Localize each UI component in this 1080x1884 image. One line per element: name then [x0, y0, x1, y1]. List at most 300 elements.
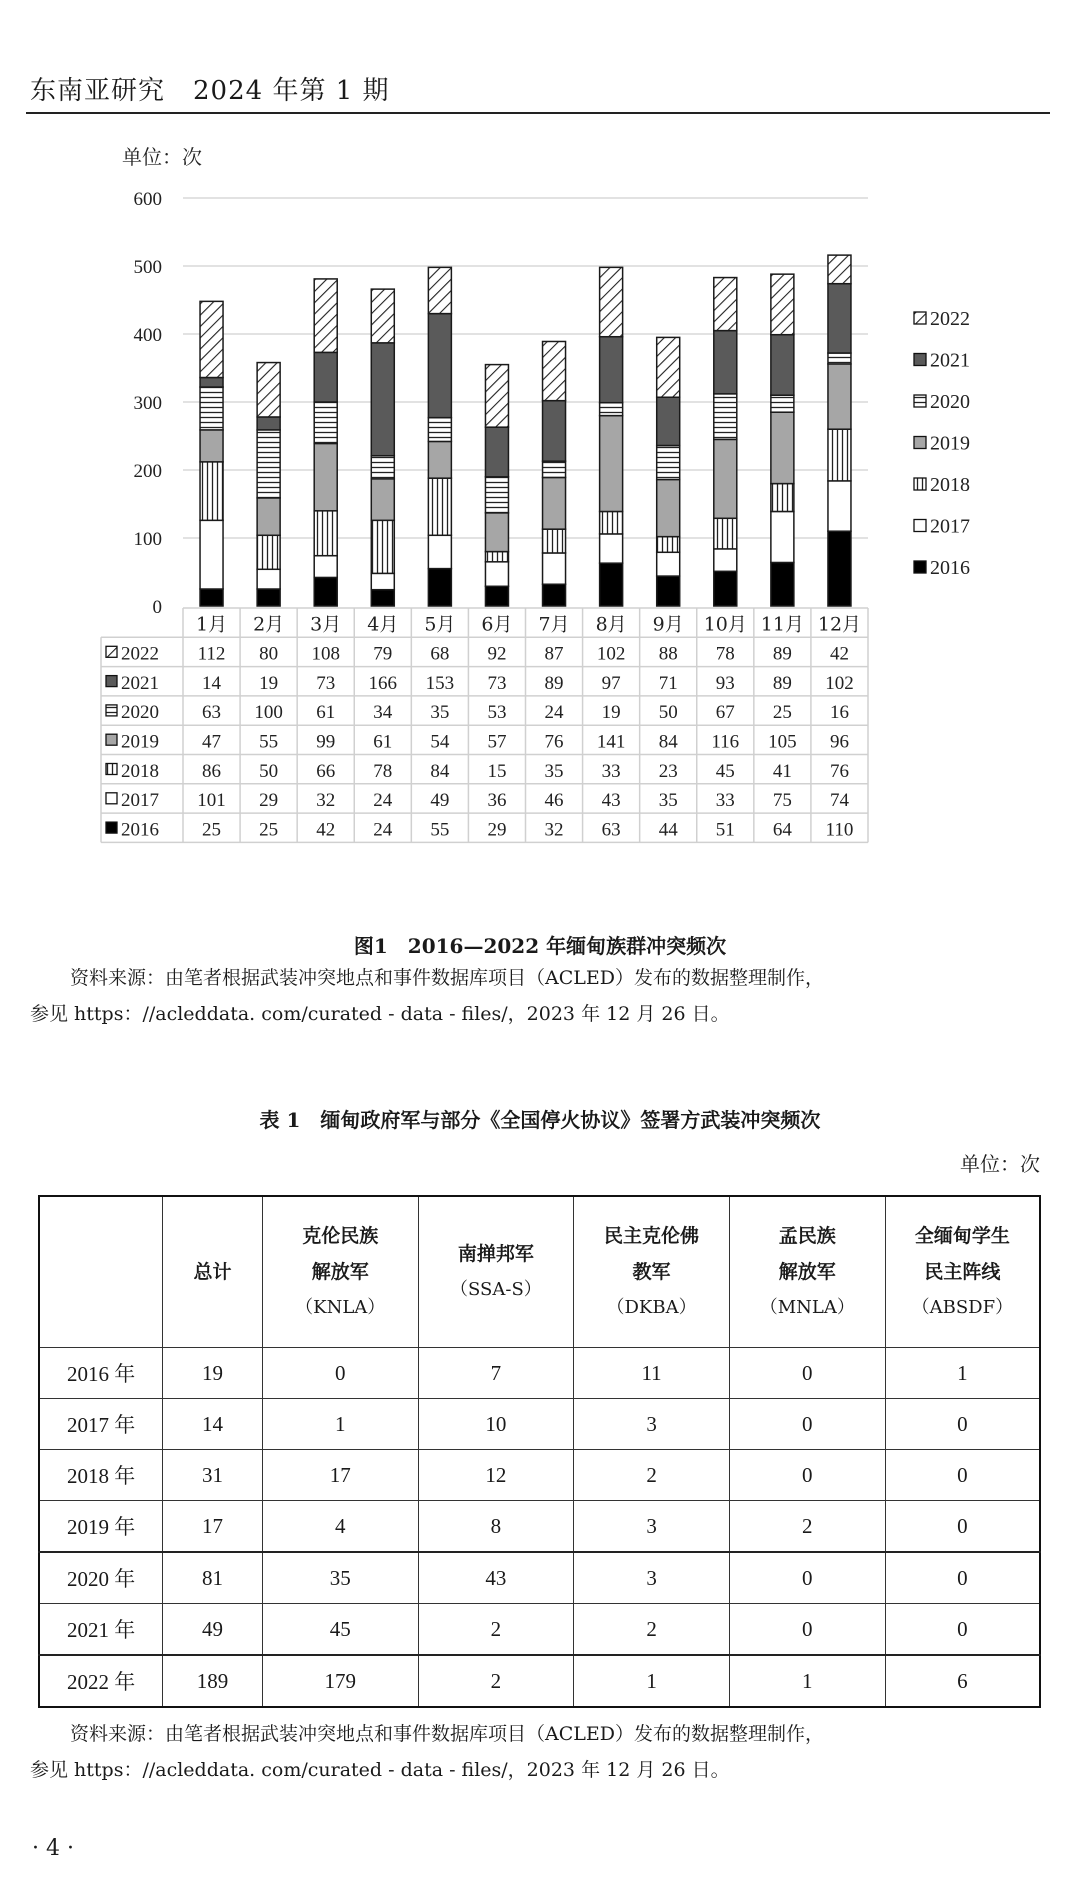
table-cell: 31 — [163, 1450, 263, 1501]
table-value: 78 — [373, 760, 393, 782]
bar-segment-2019 — [314, 443, 337, 510]
table-cell: 0 — [885, 1501, 1040, 1553]
table-value: 61 — [316, 702, 336, 724]
table-value: 23 — [658, 760, 678, 782]
legend-swatch — [106, 646, 117, 657]
table-cell: 0 — [262, 1348, 418, 1399]
legend-label: 2018 — [930, 474, 970, 496]
bar-segment-2020 — [543, 461, 566, 477]
table-row — [39, 1604, 1040, 1656]
page-number: · 4 · — [32, 1836, 74, 1861]
table-value: 24 — [544, 702, 564, 724]
table-value: 33 — [715, 790, 735, 812]
bar-segment-2018 — [828, 429, 851, 481]
legend-swatch — [914, 437, 926, 449]
table-row — [39, 1655, 1040, 1707]
bar-segment-2021 — [428, 314, 451, 418]
table-value: 89 — [544, 672, 564, 694]
x-tick-label: 5月 — [424, 613, 456, 636]
legend-swatch — [914, 312, 926, 324]
table-cell: 17 — [262, 1450, 418, 1501]
bar-segment-2016 — [257, 589, 280, 606]
bar-segment-2020 — [600, 403, 623, 416]
table-cell: 45 — [262, 1604, 418, 1656]
header-line: 孟民族 — [778, 1225, 836, 1247]
table-value: 42 — [316, 819, 336, 841]
bar-segment-2021 — [714, 331, 737, 394]
table-value: 49 — [430, 790, 450, 812]
row-year: 2018 年 — [39, 1450, 163, 1501]
table-value: 105 — [768, 731, 797, 753]
table-value: 66 — [316, 760, 336, 782]
table-value: 34 — [373, 702, 393, 724]
table-caption: 表 1 缅甸政府军与部分《全国停火协议》签署方武装冲突频次 — [259, 1108, 821, 1132]
legend-swatch — [914, 520, 926, 532]
bar-segment-2016 — [600, 563, 623, 606]
table-header-cell — [885, 1196, 1040, 1348]
table-header-cell — [574, 1196, 730, 1348]
header-line: 解放军 — [311, 1261, 369, 1283]
legend-label: 2020 — [930, 391, 970, 413]
figure-source — [30, 960, 1050, 1032]
bar-segment-2016 — [714, 571, 737, 606]
header-abbr: （KNLA） — [295, 1297, 386, 1318]
table-series-label: 2016 — [121, 819, 159, 841]
legend — [914, 308, 970, 579]
y-tick-label: 0 — [152, 597, 162, 618]
table-value: 55 — [259, 731, 279, 753]
bar-segment-2018 — [543, 529, 566, 553]
legend-label: 2016 — [930, 557, 970, 579]
bar-segment-2020 — [257, 430, 280, 498]
bar-segment-2018 — [600, 511, 623, 533]
bar-segment-2018 — [485, 552, 508, 562]
header-line: 总计 — [193, 1261, 232, 1283]
bar-segment-2017 — [828, 481, 851, 531]
table-value: 35 — [658, 790, 678, 812]
bar-segment-2022 — [657, 337, 680, 397]
chart-unit-label: 单位：次 — [122, 145, 202, 169]
table-value: 29 — [259, 790, 279, 812]
row-year: 2016 年 — [39, 1348, 163, 1399]
legend-item-2021 — [914, 350, 970, 372]
table-cell: 179 — [262, 1655, 418, 1707]
table-value: 19 — [259, 672, 279, 694]
table-value: 24 — [373, 819, 393, 841]
bar-segment-2018 — [314, 511, 337, 556]
table-header-cell — [418, 1196, 574, 1348]
bar-segment-2018 — [200, 462, 223, 520]
legend-swatch — [914, 395, 926, 407]
bar-segment-2021 — [371, 343, 394, 456]
header-abbr: （ABSDF） — [911, 1297, 1014, 1318]
x-tick-label: 10月 — [703, 613, 747, 636]
table-value: 102 — [596, 643, 626, 665]
bar-segment-2016 — [828, 531, 851, 606]
table-header-cell — [39, 1196, 163, 1348]
table-source-line-1: 资料来源：由笔者根据武装冲突地点和事件数据库项目（ACLED）发布的数据整理制作， — [70, 1723, 824, 1745]
bar-segment-2017 — [657, 552, 680, 576]
table-value: 25 — [772, 702, 792, 724]
table-value: 63 — [202, 702, 222, 724]
table-value: 87 — [544, 643, 564, 665]
legend-item-2020 — [914, 391, 970, 413]
table-value: 141 — [596, 731, 626, 753]
table-cell: 6 — [885, 1655, 1040, 1707]
table-value: 110 — [825, 819, 854, 841]
conflict-table — [38, 1195, 1041, 1708]
bar-segment-2022 — [714, 278, 737, 331]
table-cell: 0 — [729, 1399, 885, 1450]
legend-swatch — [914, 478, 926, 490]
table-value: 75 — [772, 790, 792, 812]
legend-swatch — [106, 734, 117, 745]
legend-label: 2022 — [930, 308, 970, 330]
x-tick-label: 9月 — [652, 613, 684, 636]
table-value: 166 — [368, 672, 398, 694]
bar-segment-2018 — [257, 535, 280, 569]
bar-segment-2017 — [200, 520, 223, 589]
bar-segment-2019 — [657, 480, 680, 537]
bar-segment-2022 — [485, 365, 508, 428]
table-cell: 1 — [262, 1399, 418, 1450]
row-year: 2021 年 — [39, 1604, 163, 1656]
bar-segment-2021 — [314, 352, 337, 402]
table-cell: 1 — [729, 1655, 885, 1707]
table-cell: 1 — [574, 1655, 730, 1707]
table-cell: 0 — [885, 1399, 1040, 1450]
bar-segment-2017 — [314, 556, 337, 578]
table-cell: 1 — [885, 1348, 1040, 1399]
table-value: 43 — [601, 790, 621, 812]
bar-segment-2020 — [828, 353, 851, 364]
table-value: 50 — [259, 760, 279, 782]
y-tick-label: 600 — [133, 189, 162, 210]
table-cell: 189 — [163, 1655, 263, 1707]
table-value: 44 — [658, 819, 678, 841]
header-line: 解放军 — [778, 1261, 836, 1283]
bar-segment-2017 — [428, 535, 451, 568]
table-cell: 0 — [729, 1552, 885, 1604]
running-head — [30, 70, 390, 107]
bar-segment-2018 — [771, 484, 794, 512]
table-value: 86 — [202, 760, 222, 782]
x-tick-label: 1月 — [195, 613, 228, 636]
table-series-label: 2018 — [121, 760, 159, 782]
table-value: 78 — [715, 643, 735, 665]
table-value: 76 — [829, 760, 849, 782]
legend-swatch — [106, 676, 117, 687]
figure-source-line-2: 参见 https：//acleddata. com/curated - data - files/，2023 年 12 月 26 日。 — [30, 1003, 730, 1025]
y-axis-ticks — [134, 189, 163, 618]
table-value: 84 — [658, 731, 678, 753]
bar-segment-2017 — [771, 511, 794, 562]
header-abbr: （SSA-S） — [450, 1279, 542, 1300]
bar-segment-2022 — [257, 363, 280, 417]
table-value: 88 — [658, 643, 678, 665]
table-value: 96 — [829, 731, 849, 753]
legend-swatch — [106, 705, 117, 716]
bar-segment-2022 — [314, 279, 337, 352]
y-tick-label: 100 — [133, 529, 162, 550]
table-value: 55 — [430, 819, 450, 841]
bar-segment-2021 — [485, 427, 508, 477]
legend-item-2016 — [914, 557, 970, 579]
bar-segment-2019 — [257, 498, 280, 535]
bar-segment-2016 — [428, 569, 451, 606]
bar-segment-2021 — [657, 397, 680, 445]
table-value: 25 — [202, 819, 222, 841]
table-value: 63 — [601, 819, 621, 841]
table-cell: 35 — [262, 1552, 418, 1604]
table-cell: 7 — [418, 1348, 574, 1399]
table-value: 102 — [825, 672, 854, 694]
table-value: 108 — [311, 643, 340, 665]
table-cell: 81 — [163, 1552, 263, 1604]
bar-segment-2022 — [200, 301, 223, 377]
table-value: 73 — [316, 672, 336, 694]
table-cell: 0 — [885, 1604, 1040, 1656]
bar-segment-2022 — [600, 267, 623, 336]
y-tick-label: 200 — [133, 461, 162, 482]
row-year: 2017 年 — [39, 1399, 163, 1450]
table-series-label: 2021 — [121, 672, 159, 694]
bar-segment-2020 — [428, 418, 451, 442]
header-line: 全缅甸学生 — [914, 1225, 1010, 1247]
figure-caption: 图1 2016—2022 年缅甸族群冲突频次 — [353, 934, 727, 958]
bar-segment-2018 — [657, 537, 680, 553]
table-series-label: 2022 — [121, 643, 159, 665]
table-value: 19 — [601, 702, 621, 724]
bar-segment-2022 — [371, 289, 394, 343]
table-source-line-2: 参见 https：//acleddata. com/curated - data - files/，2023 年 12 月 26 日。 — [30, 1759, 730, 1781]
bar-segment-2018 — [428, 478, 451, 535]
bar-segment-2017 — [714, 549, 737, 571]
table-value: 41 — [772, 760, 792, 782]
table-row — [39, 1501, 1040, 1553]
header-rule — [26, 112, 1050, 114]
table-value: 32 — [544, 819, 564, 841]
x-tick-label: 4月 — [367, 613, 399, 636]
table-row — [39, 1552, 1040, 1604]
legend-swatch — [106, 793, 117, 804]
table-value: 100 — [254, 702, 283, 724]
chart-data-table — [101, 608, 868, 842]
legend-item-2017 — [914, 516, 970, 538]
y-tick-label: 500 — [133, 257, 162, 278]
table-cell: 0 — [729, 1450, 885, 1501]
table-cell: 17 — [163, 1501, 263, 1553]
table-value: 80 — [259, 643, 279, 665]
bar-segment-2021 — [600, 337, 623, 403]
bar-segment-2019 — [200, 430, 223, 462]
bar-segment-2020 — [771, 395, 794, 412]
table-value: 50 — [658, 702, 678, 724]
table-series-label: 2020 — [121, 702, 159, 724]
bar-segment-2020 — [485, 477, 508, 513]
table-value: 68 — [430, 643, 450, 665]
bar-segment-2016 — [657, 576, 680, 606]
bars — [200, 255, 851, 606]
legend-item-2022 — [914, 308, 970, 330]
table-header-cell — [262, 1196, 418, 1348]
table-value: 64 — [772, 819, 792, 841]
table-value: 57 — [487, 731, 507, 753]
table-value: 92 — [487, 643, 507, 665]
table-value: 89 — [772, 672, 792, 694]
table-value: 24 — [373, 790, 393, 812]
x-tick-label: 2月 — [253, 613, 285, 636]
table-cell: 3 — [574, 1552, 730, 1604]
table-cell: 8 — [418, 1501, 574, 1553]
bar-segment-2020 — [657, 446, 680, 480]
table-value: 112 — [197, 643, 226, 665]
table-value: 84 — [430, 760, 450, 782]
header-line: 民主克伦佛 — [604, 1225, 700, 1247]
table-cell: 0 — [729, 1604, 885, 1656]
bar-segment-2017 — [257, 569, 280, 589]
header-abbr: （DKBA） — [606, 1297, 697, 1318]
legend-swatch — [914, 561, 926, 573]
row-year: 2020 年 — [39, 1552, 163, 1604]
bar-segment-2019 — [485, 513, 508, 552]
bar-segment-2017 — [543, 553, 566, 584]
header-line: 南掸邦军 — [457, 1243, 534, 1265]
table-value: 16 — [829, 702, 849, 724]
table-cell: 3 — [574, 1501, 730, 1553]
table-value: 54 — [430, 731, 450, 753]
table-cell: 2 — [574, 1450, 730, 1501]
table-cell: 14 — [163, 1399, 263, 1450]
bar-segment-2020 — [314, 402, 337, 443]
legend-label: 2017 — [930, 515, 970, 538]
table-unit: 单位：次 — [960, 1152, 1040, 1176]
table-row — [39, 1348, 1040, 1399]
bar-segment-2021 — [828, 284, 851, 353]
table-cell: 12 — [418, 1450, 574, 1501]
row-year: 2022 年 — [39, 1655, 163, 1707]
bar-segment-2018 — [714, 518, 737, 549]
bar-segment-2016 — [200, 589, 223, 606]
table-value: 46 — [544, 790, 564, 812]
legend-swatch — [914, 354, 926, 366]
table-value: 153 — [425, 672, 455, 694]
table-value: 97 — [601, 672, 621, 694]
table-cell: 0 — [885, 1450, 1040, 1501]
table-cell: 11 — [574, 1348, 730, 1399]
table-cell: 2 — [418, 1604, 574, 1656]
table-value: 35 — [430, 702, 450, 724]
bar-segment-2019 — [600, 416, 623, 512]
x-tick-label: 12月 — [817, 613, 862, 636]
header-line: 民主阵线 — [924, 1261, 1001, 1283]
table-row — [39, 1399, 1040, 1450]
table-cell: 0 — [729, 1348, 885, 1399]
table-value: 76 — [544, 731, 564, 753]
bar-segment-2016 — [371, 590, 394, 606]
row-year: 2019 年 — [39, 1501, 163, 1553]
x-tick-label: 11月 — [760, 613, 804, 636]
bar-segment-2017 — [485, 562, 508, 586]
header-abbr: （MNLA） — [759, 1297, 855, 1318]
table-cell: 49 — [163, 1604, 263, 1656]
x-tick-label: 8月 — [595, 613, 627, 636]
bar-segment-2019 — [714, 439, 737, 518]
bar-segment-2021 — [771, 335, 794, 396]
header-line: 克伦民族 — [302, 1225, 379, 1247]
table-value: 67 — [715, 702, 735, 724]
table-header-cell — [729, 1196, 885, 1348]
bar-segment-2017 — [600, 534, 623, 563]
legend-label: 2019 — [930, 432, 970, 455]
bar-segment-2020 — [714, 394, 737, 440]
table-value: 47 — [202, 731, 222, 753]
table-value: 25 — [259, 819, 279, 841]
bar-segment-2022 — [771, 274, 794, 335]
x-tick-label: 3月 — [310, 613, 342, 636]
bar-segment-2021 — [257, 417, 280, 430]
bar-segment-2019 — [771, 412, 794, 483]
stacked-bar-chart — [0, 130, 1080, 910]
legend-swatch — [106, 822, 117, 833]
bar-segment-2016 — [771, 562, 794, 606]
table-cell: 3 — [574, 1399, 730, 1450]
table-cell: 4 — [262, 1501, 418, 1553]
table-cell: 43 — [418, 1552, 574, 1604]
table-header-row — [39, 1196, 1040, 1348]
x-tick-label: 6月 — [481, 613, 513, 636]
table-value: 14 — [202, 672, 222, 694]
bar-segment-2017 — [371, 573, 394, 589]
bar-segment-2021 — [543, 401, 566, 462]
table-value: 71 — [658, 672, 678, 694]
journal-name: 东南亚研究 — [30, 76, 166, 106]
table-cell: 2 — [418, 1655, 574, 1707]
bar-segment-2019 — [828, 364, 851, 429]
table-value: 89 — [772, 643, 792, 665]
table-series-label: 2017 — [121, 790, 159, 812]
bar-segment-2016 — [314, 577, 337, 606]
legend-item-2018 — [914, 474, 970, 496]
legend-swatch — [106, 764, 117, 775]
table-source — [30, 1716, 1050, 1788]
table-value: 93 — [715, 672, 735, 694]
bar-segment-2018 — [371, 520, 394, 573]
table-value: 74 — [829, 790, 849, 812]
table-value: 53 — [487, 702, 507, 724]
y-tick-label: 300 — [133, 393, 162, 414]
legend-item-2019 — [914, 433, 970, 455]
table-value: 73 — [487, 672, 507, 694]
bar-segment-2019 — [371, 479, 394, 520]
bar-segment-2016 — [485, 586, 508, 606]
gridlines — [183, 198, 868, 538]
bar-segment-2019 — [543, 477, 566, 529]
header-line: 教军 — [632, 1261, 671, 1283]
table-header-cell — [163, 1196, 263, 1348]
table-value: 99 — [316, 731, 336, 753]
bar-segment-2020 — [200, 387, 223, 430]
bar-segment-2016 — [543, 584, 566, 606]
table-value: 32 — [316, 790, 336, 812]
table-value: 101 — [197, 790, 226, 812]
y-tick-label: 400 — [133, 325, 162, 346]
table-value: 61 — [373, 731, 393, 753]
issue-number: 2024 年第 1 期 — [193, 76, 390, 106]
table-cell: 2 — [574, 1604, 730, 1656]
figure-source-line-1: 资料来源：由笔者根据武装冲突地点和事件数据库项目（ACLED）发布的数据整理制作， — [70, 967, 824, 989]
table-cell: 10 — [418, 1399, 574, 1450]
